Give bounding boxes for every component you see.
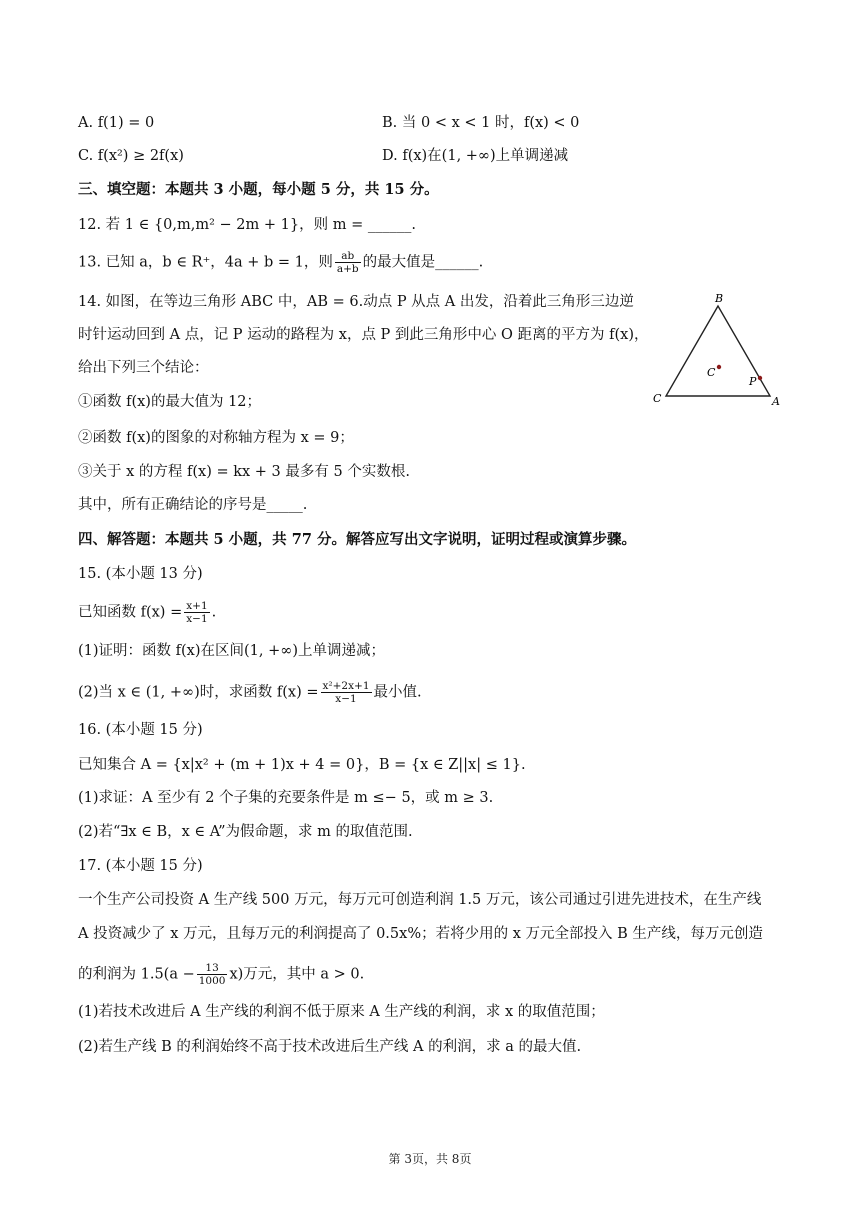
q13-post: 的最大值是______. xyxy=(362,254,484,271)
question-13 xyxy=(78,250,483,275)
section-4-heading: 四、解答题：本题共 5 小题，共 77 分。解答应写出文字说明，证明过程或演算步骤。 xyxy=(78,531,636,548)
q15-part-2-den: x−1 xyxy=(335,693,357,705)
q15-given-post: . xyxy=(211,604,217,621)
q15-part-2-fraction xyxy=(321,680,372,705)
q14-conclusion-3: ③关于 x 的方程 f(x) = kx + 3 最多有 5 个实数根. xyxy=(78,464,410,480)
q15-part-2-num: x²+2x+1 xyxy=(322,680,370,692)
q16-title: 16. (本小题 15 分) xyxy=(78,722,203,738)
q15-part-2-pre: (2)当 x ∈ (1, +∞)时，求函数 f(x) = xyxy=(78,684,319,701)
q15-part-2 xyxy=(78,680,422,705)
option-b: B. 当 0 < x < 1 时，f(x) < 0 xyxy=(382,115,580,131)
q17-line-3-pre: 的利润为 1.5(a − xyxy=(78,966,195,983)
q17-title: 17. (本小题 15 分) xyxy=(78,858,203,874)
q15-part-2-post: 最小值. xyxy=(373,684,422,701)
vertex-c-label: C xyxy=(653,392,662,405)
vertex-b-label: B xyxy=(715,292,724,305)
q15-given xyxy=(78,600,216,625)
q16-part-2: (2)若“∃x ∈ B，x ∈ A”为假命题，求 m 的取值范围. xyxy=(78,824,413,840)
q15-given-num: x+1 xyxy=(186,600,208,612)
q14-conclusion-2: ②函数 f(x)的图象的对称轴方程为 x = 9； xyxy=(78,430,354,446)
triangle-figure xyxy=(648,290,788,410)
q17-line-1: 一个生产公司投资 A 生产线 500 万元，每万元可创造利润 1.5 万元，该公司通过引进先进技术，在生产线 xyxy=(78,892,762,908)
q14-conclusion-prompt: 其中，所有正确结论的序号是_____. xyxy=(78,497,308,513)
q17-line-3-fraction xyxy=(197,962,228,987)
q13-fraction xyxy=(335,250,361,275)
vertex-a-label: A xyxy=(772,395,780,408)
point-p xyxy=(758,376,762,380)
question-12: 12. 若 1 ∈ {0,m,m² − 2m + 1}，则 m = ______. xyxy=(78,217,416,233)
q14-line-1: 14. 如图，在等边三角形 ABC 中，AB = 6.动点 P 从点 A 出发，沿着此三角形三边逆 xyxy=(78,294,634,310)
option-c: C. f(x²) ≥ 2f(x) xyxy=(78,148,184,164)
q14-line-3: 给出下列三个结论： xyxy=(78,360,209,376)
q15-given-fraction xyxy=(184,600,209,625)
q13-num: ab xyxy=(335,250,361,263)
q16-given: 已知集合 A = {x|x² + (m + 1)x + 4 = 0}，B = {x ∈ Z||x| ≤ 1}. xyxy=(78,757,526,773)
point-p-label: P xyxy=(749,375,757,388)
q14-conclusion-1: ①函数 f(x)的最大值为 12； xyxy=(78,394,262,410)
q15-part-1: (1)证明：函数 f(x)在区间(1, +∞)上单调递减； xyxy=(78,643,385,659)
option-a: A. f(1) = 0 xyxy=(78,115,155,131)
center-point xyxy=(717,365,721,369)
q17-part-1: (1)若技术改进后 A 生产线的利润不低于原来 A 生产线的利润，求 x 的取值范围； xyxy=(78,1004,605,1020)
q13-pre: 13. 已知 a，b ∈ R⁺，4a + b = 1，则 xyxy=(78,254,333,271)
q17-line-3-den: 1000 xyxy=(198,975,226,987)
q17-line-3-num: 13 xyxy=(197,962,228,975)
q17-line-3 xyxy=(78,962,364,987)
q17-part-2: (2)若生产线 B 的利润始终不高于技术改进后生产线 A 的利润，求 a 的最大值. xyxy=(78,1039,582,1055)
section-3-heading: 三、填空题：本题共 3 小题，每小题 5 分，共 15 分。 xyxy=(78,181,439,198)
option-d: D. f(x)在(1, +∞)上单调递减 xyxy=(382,148,569,164)
q17-line-2: A 投资减少了 x 万元，且每万元的利润提高了 0.5x%；若将少用的 x 万元全部投入 B 生产线，每万元创造 xyxy=(78,926,763,942)
q15-title: 15. (本小题 13 分) xyxy=(78,566,203,582)
q14-line-2: 时针运动回到 A 点，记 P 运动的路程为 x，点 P 到此三角形中心 O 距离的平方为 f(x)， xyxy=(78,327,649,343)
q13-den: a+b xyxy=(336,263,359,275)
q15-given-den: x−1 xyxy=(186,613,208,625)
q16-part-1: (1)求证：A 至少有 2 个子集的充要条件是 m ≤− 5，或 m ≥ 3. xyxy=(78,790,494,806)
page-footer: 第 3页，共 8页 xyxy=(388,1152,472,1166)
q15-given-pre: 已知函数 f(x) = xyxy=(78,604,183,621)
q17-line-3-post: x)万元，其中 a > 0. xyxy=(229,966,365,983)
center-label: C xyxy=(707,366,716,379)
